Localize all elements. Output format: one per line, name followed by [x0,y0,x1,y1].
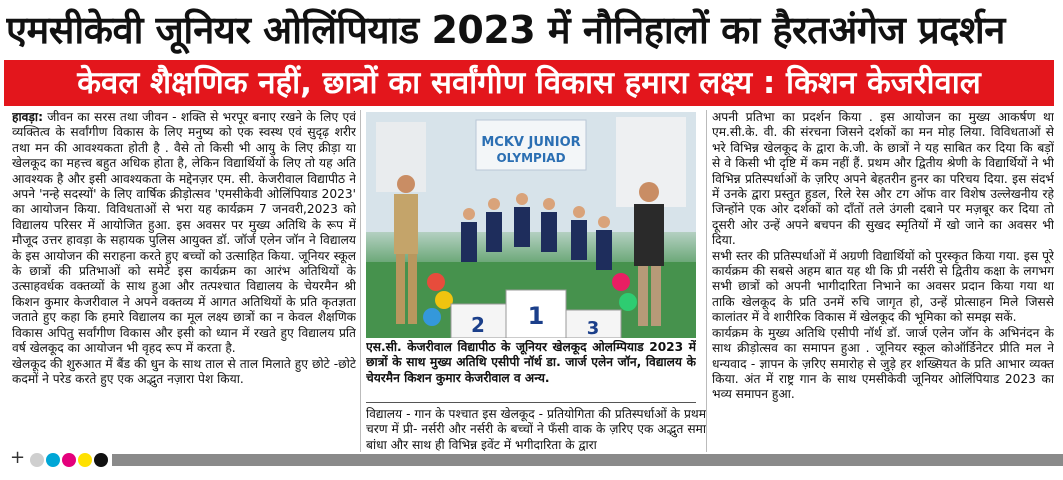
registration-dot-icon [78,453,92,467]
photo-caption: एस.सी. केजरीवाल विद्यापीठ के जूनियर खेलकूद ओलम्पियाड 2023 में छात्रों के साथ मुख्य अतिथि एसीपी नॉर्थ डा. जार्ज एलेन जॉन, विद्यालय के चेयरमैन किशन कुमार केजरीवाल व अन्य. [366,340,696,385]
headline: एमसीकेवी जूनियर ओलिंपियाड 2023 में नौनिहालों का हैरतअंगेज प्रदर्शन [6,8,1005,52]
article-column-1 [12,110,356,450]
registration-dot-icon [62,453,76,467]
registration-dot-icon [94,453,108,467]
column-divider [706,110,707,452]
news-photo [366,112,696,338]
column-divider [360,110,361,452]
dateline: हावड़ा: [12,110,43,124]
article-paragraph: सभी स्तर की प्रतिस्पर्धाओं में अग्रणी विद्यार्थियों को पुरस्कृत किया गया. इस पूरे कार्यक्रम की सबसे अहम बात यह थी कि प्री नर्सरी से द्वितीय कक्षा के लगभग सभी छात्रों को अपनी भागीदारिता निभाने का अवसर प्रदान किया गया था ताकि खेलकूद के प्रति उनमें रुचि जागृत हो, उन्हें प्रोत्साहन मिले जिससे कालांतर में वे शारीरिक विकास में खेलकूद की भूमिका को समझ सकें. [712,248,1054,325]
article-paragraph: कार्यक्रम के मुख्य अतिथि एसीपी नॉर्थ डॉ. जार्ज एलेन जॉन के अभिनंदन के साथ क्रीड़ोत्सव का समापन हुआ . जूनियर स्कूल कोऑर्डिनेटर प्रीति मल ने धन्यवाद - ज्ञापन के ज़रिए समारोह से जुड़े हर शख्सियत के प्रति आभार व्यक्त किया. अंत में राष्ट्र गान के साथ एमसीकेवी जूनियर ओलिंपियाड 2023 का भव्य समापन हुआ. [712,325,1054,402]
registration-cross-icon: + [10,447,26,468]
article-paragraph: जीवन का सरस तथा जीवन - शक्ति से भरपूर बनाए रखने के लिए एवं व्यक्तित्व के सर्वांगीण विकास के लिए मनुष्य को एक स्वस्थ एवं सुदृढ़ शरीर तथा मन की आवश्यकता होती है . वैसे तो किसी भी आयु के लिए क्रीड़ा या खेलकूद का महत्त्व बहुत अधिक होता है, लेकिन विद्यार्थियों के लिए तो यह अति आवश्यक है और इसी आवश्यकता के मद्देनज़र एम. सी. केजरीवाल विद्यापीठ ने अपने 'नन्हे सदस्यों' के लिए वार्षिक क्रीड़ोत्सव 'एमसीकेवी ओलिंपियाड 2023' का आयोजन किया. विविधताओं से भरा यह कार्यक्रम 7 जनवरी,2023 को विद्यालय परिसर में आयोजित हुआ. इस अवसर पर मुख्य अतिथि के रूप में मौजूद उत्तर हावड़ा के सहायक पुलिस आयुक्त डॉ. जॉर्ज एलेन जॉन ने विद्यालय के इस आयोजन की सराहना करते हुए बच्चों को उत्साहित किया. जूनियर स्कूल के छात्रों की प्रतिभाओं को समेटे इस कार्यक्रम का आरंभ अतिथियों के उत्साहवर्धक वक्तव्यों के साथ हुआ और तत्पश्चात विद्यालय के चेयरमैन श्री किशन कुमार केजरीवाल ने अपने वक्तव्य में आगत अतिथियों के प्रति कृतज्ञता जताते हुए कहा कि हमारे विद्यालय का मूल लक्ष्य छात्रों का न केवल शैक्षणिक विकास अपितु सर्वांगीण विकास और इसी को ध्यान में रखते हुए विद्यालय प्रति वर्ष खेलकूद का आयोजन भी वृहद रूप में करता है. [12,110,356,356]
article-column-2 [366,407,706,453]
caption-divider [366,402,696,403]
podium-number-3: 3 [586,318,600,338]
print-registration-bar [0,447,1063,468]
subheadline-banner: केवल शैक्षणिक नहीं, छात्रों का सर्वांगीण विकास हमारा लक्ष्य : किशन केजरीवाल [4,60,1054,106]
podium-number-2: 2 [471,313,485,337]
registration-dot-icon [46,453,60,467]
banner-text-line1: MCKV JUNIOR [481,135,581,150]
banner-text-line2: OLYMPIAD [496,151,566,165]
article-column-3 [712,110,1054,450]
photo-illustration [366,112,696,338]
podium-number-1: 1 [527,302,545,330]
article-paragraph: अपनी प्रतिभा का प्रदर्शन किया . इस आयोजन का मुख्य आकर्षण था एम.सी.के. वी. की संरचना जिसने दर्शकों का मन मोह लिया. विविधताओं से भरे विभिन्न खेलकूद के द्वारा के.जी. के छात्रों ने यह साबित कर दिया कि बड़ों से वे किसी भी दृष्टि में कम नहीं हैं. प्रथम और द्वितीय श्रेणी के विद्यार्थियों ने भी विभिन्न प्रतिस्पर्धाओं के ज़रिए अपने बेहतरीन हुनर का परिचय दिया. इस संदर्भ में उनके द्वारा प्रस्तुत हुडल, रिले रेस और टग ऑफ वार विशेष उल्लेखनीय रहे जिन्होंने एक ओर दर्शकों को दाँतों तले उंगली दबाने पर मज़बूर कर दिया तो दूसरी ओर उन्हें अपने बचपन की सुखद स्मृतियों में खो जाने का अवसर भी दिया. [712,110,1054,248]
article-paragraph: विद्यालय - गान के पश्चात इस खेलकूद - प्रतियोगिता की प्रतिस्पर्धाओं के प्रथम चरण में प्री- नर्सरी और नर्सरी के बच्चों ने फँसी वाक के ज़रिए एक अद्भुत समा बांधा और साथ ही विभिन्न इवेंट में भगीदारिता के द्वारा [366,407,706,452]
registration-gray-strip [112,454,1063,466]
registration-dot-icon [30,453,44,467]
article-paragraph: खेलकूद की शुरुआत में बैंड की धुन के साथ ताल से ताल मिलाते हुए छोटे -छोटे कदमों ने परेड करते हुए एक अद्भुत नज़ारा पेश किया. [12,356,356,386]
